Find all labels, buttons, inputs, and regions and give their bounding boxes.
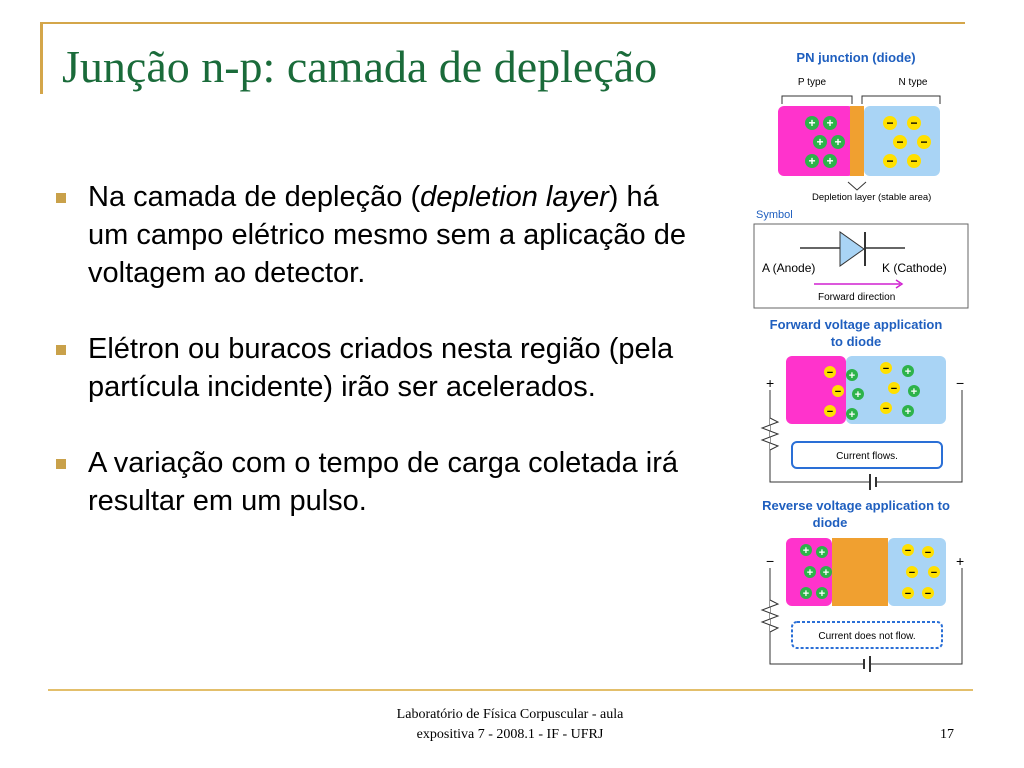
hole-charge: +	[808, 154, 816, 168]
forward-direction-label: Forward direction	[818, 292, 896, 303]
reverse-depletion-layer	[832, 538, 888, 606]
forward-resistor-icon	[762, 418, 778, 450]
bullet-text	[88, 178, 696, 292]
carrier-charge: −	[904, 545, 912, 557]
anode-label: A (Anode)	[762, 261, 816, 275]
depletion-layer	[850, 106, 864, 176]
symbol-label: Symbol	[756, 209, 793, 221]
electron-charge: −	[886, 154, 894, 168]
bullet-text-part: ) há um campo elétrico mesmo sem a aplicação de voltagem ao detector.	[88, 181, 686, 289]
carrier-charge: +	[910, 386, 918, 398]
bullet-list	[56, 178, 696, 558]
footer-line2: expositiva 7 - 2008.1 - IF - UFRJ	[416, 727, 604, 742]
page-number: 17	[940, 727, 954, 742]
p-type-bracket	[782, 96, 852, 104]
bullet-item	[56, 330, 696, 406]
bullet-marker	[56, 193, 66, 203]
diode-diagram	[730, 38, 992, 678]
carrier-charge: +	[818, 588, 826, 600]
carrier-charge: +	[818, 547, 826, 559]
forward-title-line2: to diode	[830, 334, 882, 349]
p-type-label: P type	[797, 77, 827, 88]
current-flows-label: Current flows.	[836, 451, 898, 462]
bullet-emphasis: depletion layer	[420, 181, 609, 213]
carrier-charge: +	[848, 409, 856, 421]
forward-plus-terminal: +	[766, 375, 775, 391]
current-not-flow-label: Current does not flow.	[818, 631, 916, 642]
footer-divider	[48, 689, 973, 691]
carrier-charge: −	[882, 363, 890, 375]
carrier-charge: +	[802, 545, 810, 557]
electron-charge: −	[910, 154, 918, 168]
carrier-charge: −	[826, 367, 834, 379]
cathode-label: K (Cathode)	[882, 261, 947, 275]
reverse-minus-terminal: −	[766, 553, 775, 569]
footer-text	[300, 705, 720, 745]
depletion-pointer	[848, 182, 866, 190]
bullet-item	[56, 178, 696, 292]
electron-charge: −	[910, 116, 918, 130]
forward-minus-terminal: −	[956, 375, 965, 391]
carrier-charge: +	[854, 389, 862, 401]
electron-charge: −	[886, 116, 894, 130]
carrier-charge: −	[890, 383, 898, 395]
carrier-charge: +	[806, 567, 814, 579]
bullet-item	[56, 444, 696, 520]
forward-title-line1: Forward voltage application	[769, 317, 943, 332]
carrier-charge: +	[822, 567, 830, 579]
carrier-charge: +	[802, 588, 810, 600]
reverse-resistor-icon	[762, 600, 778, 632]
carrier-charge: +	[848, 370, 856, 382]
pn-junction-title: PN junction (diode)	[796, 50, 916, 65]
carrier-charge: −	[826, 406, 834, 418]
footer-line1: Laboratório de Física Corpuscular - aula	[396, 707, 624, 722]
n-type-label: N type	[898, 77, 928, 88]
carrier-charge: −	[930, 567, 938, 579]
n-type-bracket	[862, 96, 940, 104]
carrier-charge: −	[882, 403, 890, 415]
hole-charge: +	[816, 135, 824, 149]
carrier-charge: −	[924, 588, 932, 600]
hole-charge: +	[808, 116, 816, 130]
bullet-marker	[56, 459, 66, 469]
bullet-text: A variação com o tempo de carga coletada irá resultar em um pulso.	[88, 447, 678, 517]
electron-charge: −	[896, 135, 904, 149]
reverse-plus-terminal: +	[956, 553, 965, 569]
carrier-charge: +	[904, 406, 912, 418]
diode-diagram-svg	[730, 38, 992, 678]
hole-charge: +	[834, 135, 842, 149]
electron-charge: −	[920, 135, 928, 149]
carrier-charge: −	[908, 567, 916, 579]
carrier-charge: +	[904, 366, 912, 378]
reverse-title-line1: Reverse voltage application to	[762, 498, 950, 513]
bullet-text: Elétron ou buracos criados nesta região (pela partícula incidente) irão ser acelerados.	[88, 333, 674, 403]
carrier-charge: −	[904, 588, 912, 600]
hole-charge: +	[826, 154, 834, 168]
reverse-title-line2: diode	[812, 515, 848, 530]
bullet-text-part: Na camada de depleção (	[88, 181, 421, 213]
frame-top-line	[40, 22, 965, 24]
hole-charge: +	[826, 116, 834, 130]
depletion-layer-label: Depletion layer (stable area)	[812, 192, 932, 203]
carrier-charge: −	[924, 547, 932, 559]
slide-title: Junção n-p: camada de depleção	[62, 41, 658, 92]
bullet-marker	[56, 345, 66, 355]
carrier-charge: −	[834, 386, 842, 398]
frame-vertical-line	[40, 22, 43, 94]
